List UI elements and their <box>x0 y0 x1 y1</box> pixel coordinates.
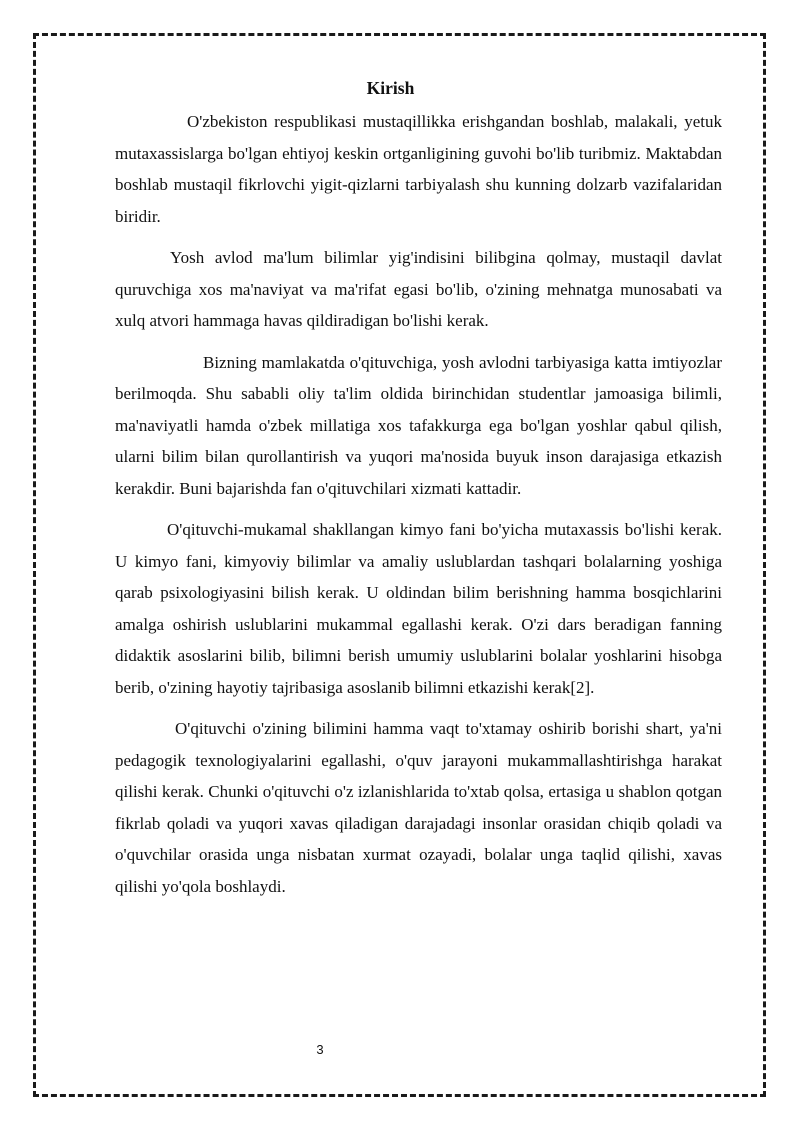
page-number: 3 <box>316 1042 324 1057</box>
document-body <box>115 70 722 902</box>
paragraph-3: Bizning mamlakatda o'qituvchiga, yosh avlodni tarbiyasiga katta imtiyozlar berilmoqda. Shu sababli oliy ta'lim oldida birinchidan studentlar jamoasiga bilimli, ma'naviyatli hamda o'zbek millatiga xos tafakkurga ega bo'lgan yoshlar qabul qilish, ularni bilim bilan qurollantirish va yuqori ma'nosida buyuk inson darajasiga etkazish kerakdir. Buni bajarishda fan o'qituvchilari xizmati kattadir. <box>115 352 722 498</box>
paragraph-4: O'qituvchi-mukamal shakllangan kimyo fani bo'yicha mutaxassis bo'lishi kerak. U kimyo fani, kimyoviy bilimlar va amaliy uslublardan tashqari bolalarning yoshiga qarab psixologiyasini bilish kerak. U oldindan bilim berishning hamma bosqichlarini amalga oshirish uslublarini mukammal egallashi kerak. O'zi dars beradigan fanning didaktik asoslarini bilib, bilimni berish umumiy uslublarini bolalar yoshlarini hisobga berib, o'zining hayotiy tajribasiga asoslanib bilimni etkazishi kerak[2]. <box>115 520 722 697</box>
paragraph-5: O'qituvchi o'zining bilimini hamma vaqt to'xtamay oshirib borishi shart, ya'ni pedagogik texnologiyalarini egallashi, o'quv jarayoni mukammallashtirishga harakat qilishi kerak. Chunki o'qituvchi o'z izlanishlarida to'xtab qolsa, ertasiga u shablon qotgan fikrlab qoladi va yuqori xavas qiladigan darajadagi insonlar orasidan chiqib qoladi va o'quvchilar orasida unga nisbatan xurmat ozayadi, bolalar unga taqlid qilishi, xavas qilishi yo'qola boshlaydi. <box>115 719 722 896</box>
paragraph-2: Yosh avlod ma'lum bilimlar yig'indisini bilibgina qolmay, mustaqil davlat quruvchiga xos ma'naviyat va ma'rifat egasi bo'lib, o'zining mehnatga munosabati va xulq atvori hammaga havas qildiradigan bo'lishi kerak. <box>115 248 722 330</box>
paragraph-1: O'zbekiston respublikasi mustaqillikka erishgandan boshlab, malakali, yetuk mutaxassislarga bo'lgan ehtiyoj keskin ortganligining guvohi bo'lib turibmiz. Maktabdan boshlab mustaqil fikrlovchi yigit-qizlarni tarbiyalash shu kunning dolzarb vazifalaridan biridir. <box>115 112 722 226</box>
document-title: Kirish <box>366 78 415 98</box>
